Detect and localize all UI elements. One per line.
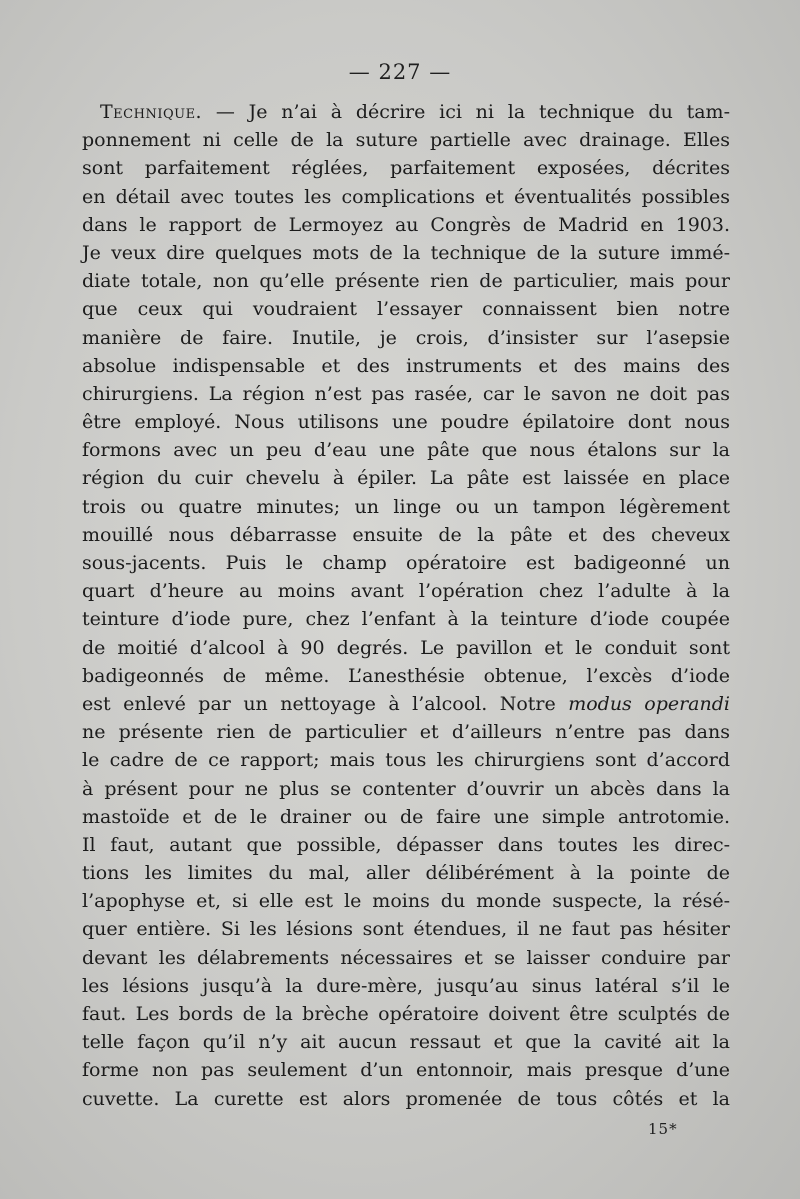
text-line: cuvette. La curette est alors promenée de tous côtés et la <box>82 1087 730 1110</box>
text-line: tions les limites du mal, aller délibérément à la pointe de <box>82 862 730 885</box>
text-line: chirurgiens. La région n’est pas rasée, car le savon ne doit pas <box>82 382 730 405</box>
text-line: Je veux dire quelques mots de la technique de la suture immé- <box>82 241 730 264</box>
text-line <box>82 690 730 718</box>
text-line: manière de faire. Inutile, je crois, d’insister sur l’asepsie <box>82 326 730 349</box>
text-line: l’apophyse et, si elle est le moins du monde suspecte, la résé- <box>82 890 730 913</box>
text-line: badigeonnés de même. L’anesthésie obtenue, l’excès d’iode <box>82 664 730 687</box>
text-line: que ceux qui voudraient l’essayer connaissent bien notre <box>82 298 730 321</box>
text-line: les lésions jusqu’à la dure-mère, jusqu’au sinus latéral s’il le <box>82 974 730 997</box>
text-line: à présent pour ne plus se contenter d’ouvrir un abcès dans la <box>82 777 730 800</box>
text-line: le cadre de ce rapport; mais tous les chirurgiens sont d’accord <box>82 749 730 772</box>
text-line: telle façon qu’il n’y ait aucun ressaut et que la cavité ait la <box>82 1031 730 1054</box>
text-line: en détail avec toutes les complications et éventualités possibles <box>82 185 730 208</box>
text-line: teinture d’iode pure, chez l’enfant à la teinture d’iode coupée <box>82 608 730 631</box>
text-line: absolue indispensable et des instruments et des mains des <box>82 354 730 377</box>
text-line: forme non pas seulement d’un entonnoir, mais presque d’une <box>82 1059 730 1082</box>
text-line: formons avec un peu d’eau une pâte que nous étalons sur la <box>82 439 730 462</box>
text-line: sont parfaitement réglées, parfaitement exposées, décrites <box>82 157 730 180</box>
text-line: ne présente rien de particulier et d’ailleurs n’entre pas dans <box>82 721 730 744</box>
text-line <box>82 98 730 126</box>
text-line: mastoïde et de le drainer ou de faire une simple antrotomie. <box>82 805 730 828</box>
signature-mark: 15* <box>648 1120 678 1138</box>
text-line: être employé. Nous utilisons une poudre épilatoire dont nous <box>82 411 730 434</box>
text-line: trois ou quatre minutes; un linge ou un tampon légèrement <box>82 495 730 518</box>
text-line: région du cuir chevelu à épiler. La pâte est laissée en place <box>82 467 730 490</box>
text-line: diate totale, non qu’elle présente rien de particulier, mais pour <box>82 270 730 293</box>
italic-phrase: modus operandi <box>568 692 730 715</box>
text-line: de moitié d’alcool à 90 degrés. Le pavillon et le conduit sont <box>82 636 730 659</box>
body-paragraph <box>82 98 730 1113</box>
text-line: quart d’heure au moins avant l’opération chez l’adulte à la <box>82 580 730 603</box>
text-line: mouillé nous débarrasse ensuite de la pâte et des cheveux <box>82 523 730 546</box>
section-heading: Technique. <box>100 101 203 123</box>
text-line-content: est enlevé par un nettoyage à l’alcool. Notre <box>82 692 569 715</box>
text-line: sous-jacents. Puis le champ opératoire est badigeonné un <box>82 552 730 574</box>
text-line: Il faut, autant que possible, dépasser dans toutes les direc- <box>82 833 730 856</box>
text-line: dans le rapport de Lermoyez au Congrès de Madrid en 1903. <box>82 213 730 236</box>
text-line: quer entière. Si les lésions sont étendues, il ne faut pas hésiter <box>82 918 730 941</box>
text-line-content: — Je n’ai à décrire ici ni la technique du tam- <box>202 101 730 123</box>
text-line: faut. Les bords de la brèche opératoire doivent être sculptés de <box>82 1003 730 1025</box>
text-line: ponnement ni celle de la suture partielle avec drainage. Elles <box>82 129 730 152</box>
text-line: devant les délabrements nécessaires et se laisser conduire par <box>82 946 730 969</box>
page-number: — 227 — <box>348 60 452 84</box>
